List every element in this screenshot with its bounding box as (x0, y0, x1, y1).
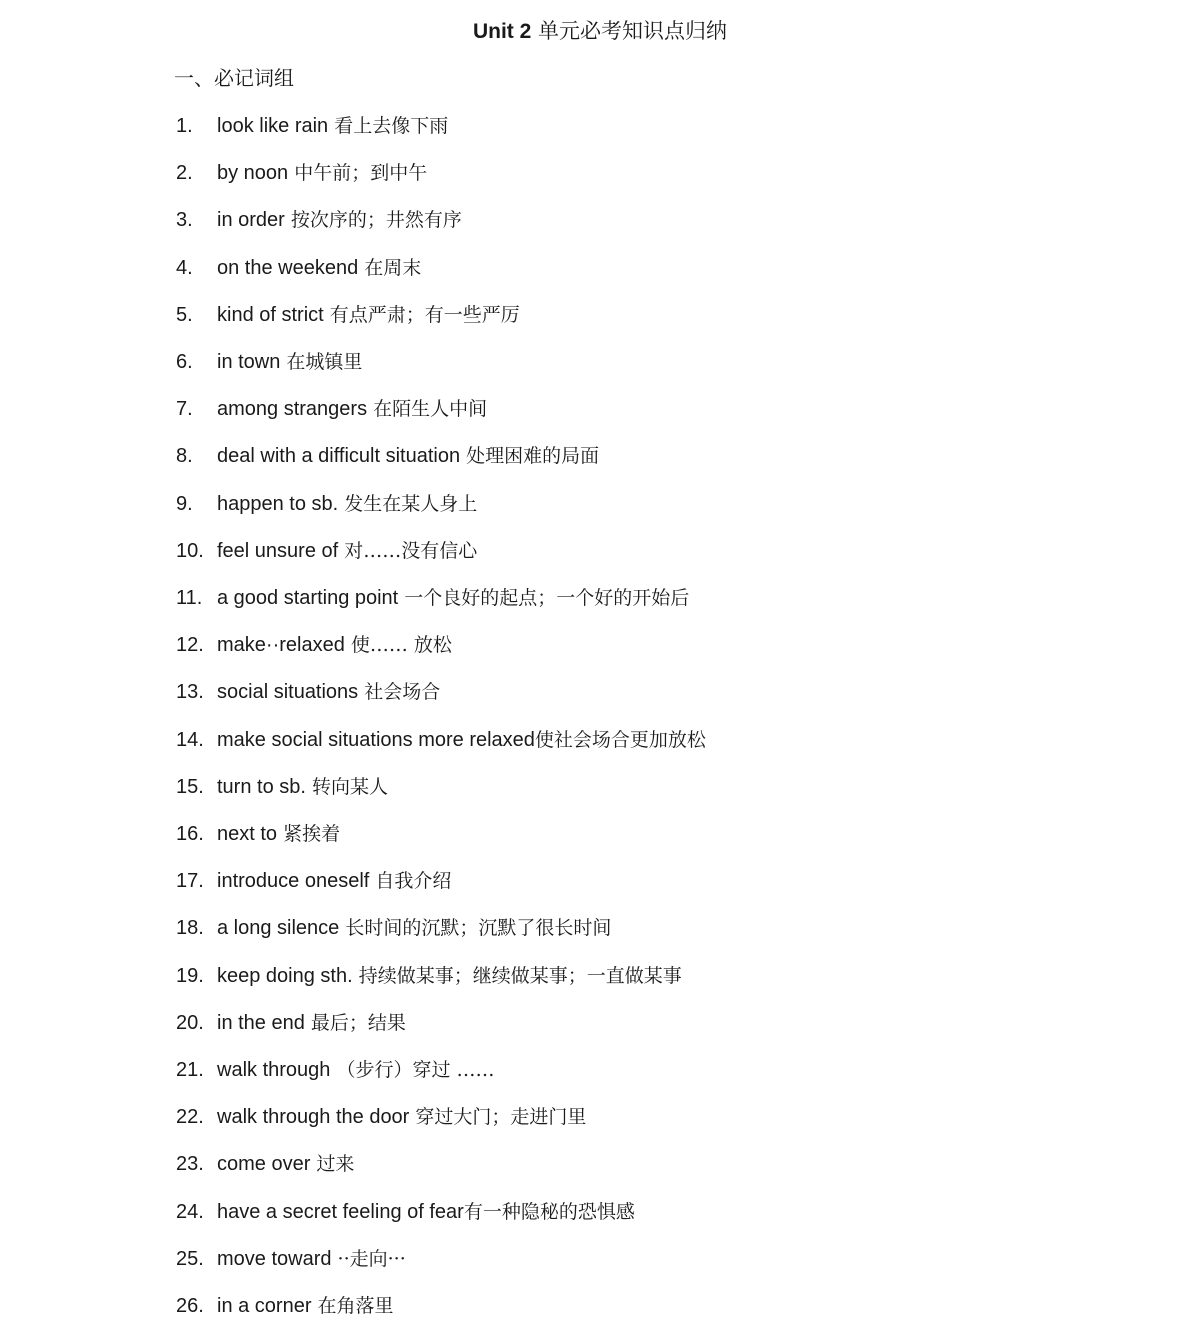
item-number: 23. (176, 1153, 204, 1175)
list-item (176, 725, 706, 755)
title-subtitle: 单元必考知识点归纳 (531, 19, 728, 43)
list-item (176, 772, 388, 802)
item-number: 21. (176, 1059, 204, 1081)
item-number: 9. (176, 493, 193, 515)
item-number: 25. (176, 1248, 204, 1270)
item-chinese-meaning: 在周末 (358, 257, 422, 279)
item-english-phrase: look like rain (217, 115, 329, 137)
item-number: 15. (176, 776, 204, 798)
list-item (176, 536, 477, 566)
item-chinese-meaning: （步行）穿过 …… (330, 1059, 495, 1081)
item-english-phrase: walk through the door (217, 1106, 410, 1128)
list-item (176, 866, 451, 896)
list-item (176, 253, 421, 283)
item-chinese-meaning: 持续做某事；继续做某事；一直做某事 (352, 965, 682, 987)
item-chinese-meaning: 在角落里 (311, 1295, 394, 1317)
item-chinese-meaning: 在陌生人中间 (367, 398, 488, 420)
title-unit: Unit 2 (472, 20, 532, 43)
item-number: 16. (176, 823, 204, 845)
list-item (176, 1102, 586, 1132)
item-english-phrase: keep doing sth. (217, 965, 353, 987)
item-number: 11. (176, 587, 203, 609)
item-chinese-meaning: 长时间的沉默；沉默了很长时间 (339, 917, 612, 939)
item-english-phrase: among strangers (217, 398, 368, 420)
item-number: 14. (176, 729, 204, 751)
item-chinese-meaning: 过来 (310, 1153, 355, 1175)
item-english-phrase: feel unsure of (217, 540, 339, 562)
list-item (176, 961, 682, 991)
item-english-phrase: turn to sb. (217, 776, 306, 798)
item-number: 10. (176, 540, 204, 562)
item-english-phrase: by noon (217, 162, 289, 184)
item-number: 7. (176, 398, 193, 420)
item-english-phrase: introduce oneself (217, 870, 370, 892)
item-chinese-meaning: 发生在某人身上 (338, 493, 478, 515)
list-item (176, 1008, 406, 1038)
item-number: 5. (176, 304, 193, 326)
item-chinese-meaning: ··走向··· (331, 1248, 406, 1270)
item-number: 1. (176, 115, 193, 137)
item-english-phrase: make social situations more relaxed (217, 729, 535, 751)
list-item (176, 1244, 406, 1274)
item-english-phrase: next to (217, 823, 278, 845)
item-english-phrase: a long silence (217, 917, 340, 939)
list-item (176, 1149, 354, 1179)
item-number: 2. (176, 162, 193, 184)
item-number: 13. (176, 681, 204, 703)
list-item (176, 441, 599, 471)
item-chinese-meaning: 穿过大门；走进门里 (409, 1106, 587, 1128)
list-item (176, 913, 611, 943)
list-item (176, 1055, 495, 1085)
item-chinese-meaning: 有一种隐秘的恐惧感 (463, 1201, 635, 1223)
list-item (176, 583, 689, 613)
item-english-phrase: in order (217, 209, 285, 231)
item-number: 4. (176, 257, 193, 279)
item-number: 19. (176, 965, 204, 987)
item-number: 8. (176, 445, 193, 467)
item-english-phrase: on the weekend (217, 257, 359, 279)
item-english-phrase: make··relaxed (217, 634, 345, 656)
list-item (176, 300, 520, 330)
list-item (176, 205, 462, 235)
item-english-phrase: in town (217, 351, 281, 373)
item-chinese-meaning: 在城镇里 (280, 351, 363, 373)
item-english-phrase: come over (217, 1153, 311, 1175)
item-number: 12. (176, 634, 204, 656)
item-number: 17. (176, 870, 204, 892)
item-number: 26. (176, 1295, 204, 1317)
item-number: 20. (176, 1012, 204, 1034)
list-item (176, 489, 477, 519)
item-chinese-meaning: 中午前；到中午 (288, 162, 428, 184)
item-chinese-meaning: 对……没有信心 (338, 540, 478, 562)
item-chinese-meaning: 最后；结果 (304, 1012, 406, 1034)
list-item (176, 630, 452, 660)
item-english-phrase: walk through (217, 1059, 331, 1081)
item-english-phrase: have a secret feeling of fear (217, 1201, 464, 1223)
list-item (176, 158, 427, 188)
item-english-phrase: happen to sb. (217, 493, 339, 515)
list-item (176, 111, 448, 141)
list-item (176, 1197, 635, 1227)
item-chinese-meaning: 处理困难的局面 (460, 445, 600, 467)
item-english-phrase: move toward (217, 1248, 332, 1270)
item-number: 3. (176, 209, 193, 231)
item-english-phrase: kind of strict (217, 304, 324, 326)
item-english-phrase: a good starting point (217, 587, 399, 609)
item-number: 22. (176, 1106, 204, 1128)
item-number: 18. (176, 917, 204, 939)
item-chinese-meaning: 转向某人 (305, 776, 388, 798)
list-item (176, 347, 362, 377)
item-chinese-meaning: 使…… 放松 (344, 634, 452, 656)
item-chinese-meaning: 一个良好的起点；一个好的开始后 (398, 587, 690, 609)
item-chinese-meaning: 看上去像下雨 (328, 115, 449, 137)
item-english-phrase: in a corner (217, 1295, 312, 1317)
item-chinese-meaning: 社会场合 (358, 681, 441, 703)
list-item (176, 677, 440, 707)
list-item (176, 819, 340, 849)
list-item (176, 1291, 394, 1321)
item-number: 24. (176, 1201, 204, 1223)
item-english-phrase: deal with a difficult situation (217, 445, 461, 467)
item-chinese-meaning: 按次序的；井然有序 (284, 209, 462, 231)
item-chinese-meaning: 使社会场合更加放松 (534, 729, 706, 751)
item-english-phrase: social situations (217, 681, 359, 703)
list-item (176, 394, 487, 424)
item-chinese-meaning: 有点严肃；有一些严厉 (323, 304, 520, 326)
section-heading: 一、必记词组 (174, 66, 294, 90)
item-english-phrase: in the end (217, 1012, 305, 1034)
item-number: 6. (176, 351, 193, 373)
item-chinese-meaning: 自我介绍 (369, 870, 452, 892)
item-chinese-meaning: 紧挨着 (277, 823, 341, 845)
